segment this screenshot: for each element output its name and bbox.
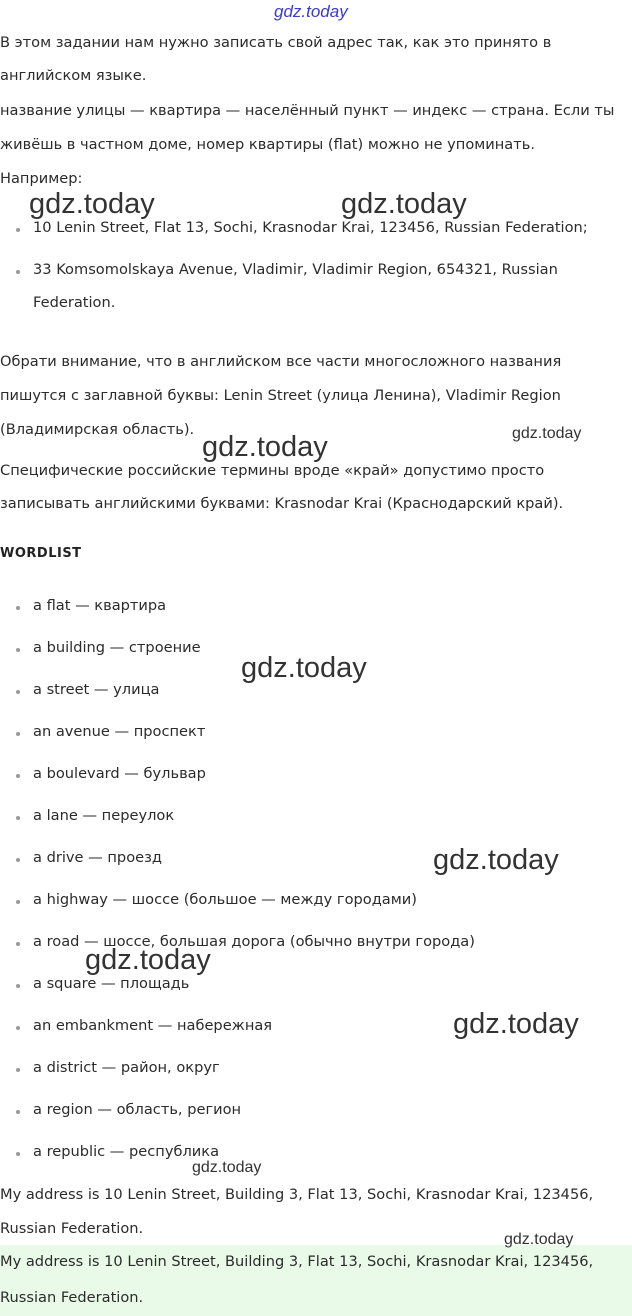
bullet-dot-icon bbox=[16, 606, 20, 610]
watermark: gdz.today bbox=[202, 431, 328, 463]
bullet-dot-icon bbox=[16, 228, 20, 232]
bullet-dot-icon bbox=[16, 984, 20, 988]
wordlist-item: a highway — шоссе (большое — между городами) bbox=[33, 891, 417, 908]
answer-highlight-line: My address is 10 Lenin Street, Building 3, Flat 13, Sochi, Krasnodar Krai, 123456, bbox=[0, 1253, 594, 1270]
note-line: (Владимирская область). bbox=[0, 421, 195, 438]
watermark: gdz.today bbox=[512, 425, 582, 442]
watermark: gdz.today bbox=[274, 2, 348, 21]
wordlist-heading: WORDLIST bbox=[0, 546, 82, 561]
bullet-dot-icon bbox=[16, 900, 20, 904]
bullet-dot-icon bbox=[16, 858, 20, 862]
intro-line: В этом задании нам нужно записать свой адрес так, как это принято в bbox=[0, 34, 552, 51]
bullet-dot-icon bbox=[16, 1026, 20, 1030]
wordlist-item: a lane — переулок bbox=[33, 807, 175, 824]
watermark: gdz.today bbox=[433, 844, 559, 876]
example-item: 33 Komsomolskaya Avenue, Vladimir, Vladimir Region, 654321, Russian bbox=[33, 261, 558, 278]
note-line: записывать английскими буквами: Krasnodar Krai (Краснодарский край). bbox=[0, 495, 564, 512]
wordlist-item: an embankment — набережная bbox=[33, 1017, 273, 1034]
answer-line: Russian Federation. bbox=[0, 1220, 144, 1237]
example-item: 10 Lenin Street, Flat 13, Sochi, Krasnodar Krai, 123456, Russian Federation; bbox=[33, 219, 588, 236]
wordlist-item: a flat — квартира bbox=[33, 597, 167, 614]
watermark: gdz.today bbox=[85, 944, 211, 976]
bullet-dot-icon bbox=[16, 648, 20, 652]
wordlist-item: a republic — республика bbox=[33, 1143, 220, 1160]
wordlist-item: a road — шоссе, большая дорога (обычно внутри города) bbox=[33, 933, 475, 950]
bullet-dot-icon bbox=[16, 690, 20, 694]
bullet-dot-icon bbox=[16, 774, 20, 778]
watermark: gdz.today bbox=[504, 1231, 574, 1248]
bullet-dot-icon bbox=[16, 1068, 20, 1072]
note-line: Специфические российские термины вроде «край» допустимо просто bbox=[0, 462, 545, 479]
wordlist-item: a building — строение bbox=[33, 639, 201, 656]
watermark: gdz.today bbox=[29, 188, 155, 220]
wordlist-item: a drive — проезд bbox=[33, 849, 162, 866]
bullet-dot-icon bbox=[16, 1152, 20, 1156]
example-label: Например: bbox=[0, 170, 83, 187]
intro-line: название улицы — квартира — населённый пункт — индекс — страна. Если ты bbox=[0, 102, 615, 119]
watermark: gdz.today bbox=[453, 1008, 579, 1040]
answer-highlight-line: Russian Federation. bbox=[0, 1289, 144, 1306]
bullet-dot-icon bbox=[16, 732, 20, 736]
bullet-dot-icon bbox=[16, 1110, 20, 1114]
intro-line: английском языке. bbox=[0, 67, 147, 84]
wordlist-item: a boulevard — бульвар bbox=[33, 765, 206, 782]
answer-line: My address is 10 Lenin Street, Building 3, Flat 13, Sochi, Krasnodar Krai, 123456, bbox=[0, 1186, 594, 1203]
intro-line: живёшь в частном доме, номер квартиры (flat) можно не упоминать. bbox=[0, 136, 535, 153]
wordlist-item: a street — улица bbox=[33, 681, 160, 698]
wordlist-item: a region — область, регион bbox=[33, 1101, 242, 1118]
note-line: Обрати внимание, что в английском все части многосложного названия bbox=[0, 353, 562, 370]
watermark: gdz.today bbox=[192, 1159, 262, 1176]
watermark: gdz.today bbox=[241, 652, 367, 684]
example-item-continued: Federation. bbox=[33, 294, 116, 311]
wordlist-item: a district — район, округ bbox=[33, 1059, 220, 1076]
bullet-dot-icon bbox=[16, 270, 20, 274]
bullet-dot-icon bbox=[16, 816, 20, 820]
wordlist-item: an avenue — проспект bbox=[33, 723, 206, 740]
note-line: пишутся с заглавной буквы: Lenin Street (улица Ленина), Vladimir Region bbox=[0, 387, 561, 404]
wordlist-item: a square — площадь bbox=[33, 975, 190, 992]
bullet-dot-icon bbox=[16, 942, 20, 946]
watermark: gdz.today bbox=[341, 188, 467, 220]
